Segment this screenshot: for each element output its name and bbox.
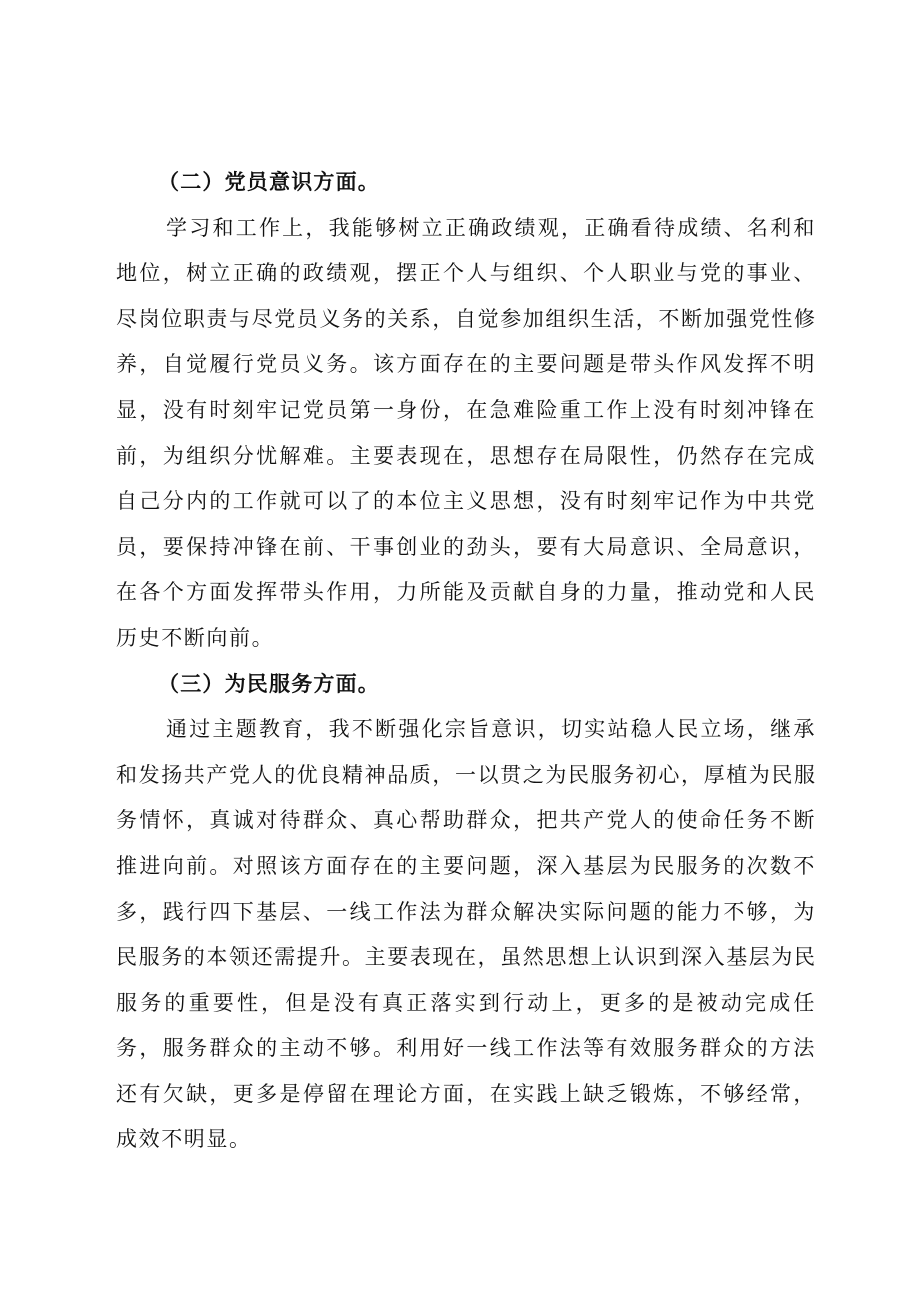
document-body [116,160,816,1163]
paragraph-line: 多，践行四下基层、一线工作法为群众解决实际问题的能力不够，为 [116,899,816,924]
paragraph-line: 学习和工作上，我能够树立正确政绩观，正确看待成绩、名利和 [166,215,816,240]
paragraph-line: 养，自觉履行党员义务。该方面存在的主要问题是带头作风发挥不明 [116,352,816,377]
paragraph-line: 尽岗位职责与尽党员义务的关系，自觉参加组织生活，不断加强党性修 [116,306,817,331]
paragraph-line: 地位，树立正确的政绩观，摆正个人与组织、个人职业与党的事业、 [116,261,816,286]
paragraph-line: 自己分内的工作就可以了的本位主义思想，没有时刻牢记作为中共党 [116,489,816,514]
paragraph-line: 务情怀，真诚对待群众、真心帮助群众，把共产党人的使命任务不断 [116,808,816,833]
section-party-awareness [116,160,816,662]
section-paragraph [116,707,816,1163]
paragraph-line: 还有欠缺，更多是停留在理论方面，在实践上缺乏锻炼，不够经常， [116,1081,816,1106]
paragraph-line: 推进向前。对照该方面存在的主要问题，深入基层为民服务的次数不 [116,853,816,878]
paragraph-line: 服务的重要性，但是没有真正落实到行动上，更多的是被动完成任 [116,990,816,1015]
paragraph-line: 和发扬共产党人的优良精神品质，一以贯之为民服务初心，厚植为民服 [116,762,817,787]
section-paragraph [116,206,816,662]
paragraph-line: 员，要保持冲锋在前、干事创业的劲头，要有大局意识、全局意识， [116,534,816,559]
paragraph-line: 历史不断向前。 [116,625,275,650]
paragraph-line: 通过主题教育，我不断强化宗旨意识，切实站稳人民立场，继承 [166,717,816,742]
paragraph-line: 民服务的本领还需提升。主要表现在，虽然思想上认识到深入基层为民 [116,945,817,970]
paragraph-line: 在各个方面发挥带头作用，力所能及贡献自身的力量，推动党和人民 [116,580,816,605]
paragraph-line: 成效不明显。 [116,1127,252,1152]
paragraph-line: 务，服务群众的主动不够。利用好一线工作法等有效服务群众的方法 [116,1036,816,1061]
paragraph-line: 显，没有时刻牢记党员第一身份，在急难险重工作上没有时刻冲锋在 [116,397,816,422]
section-heading: （三）为民服务方面。 [158,671,380,696]
section-serving-people [116,662,816,1164]
paragraph-line: 前，为组织分忧解难。主要表现在，思想存在局限性，仍然存在完成 [116,443,816,468]
section-heading: （二）党员意识方面。 [158,170,380,194]
